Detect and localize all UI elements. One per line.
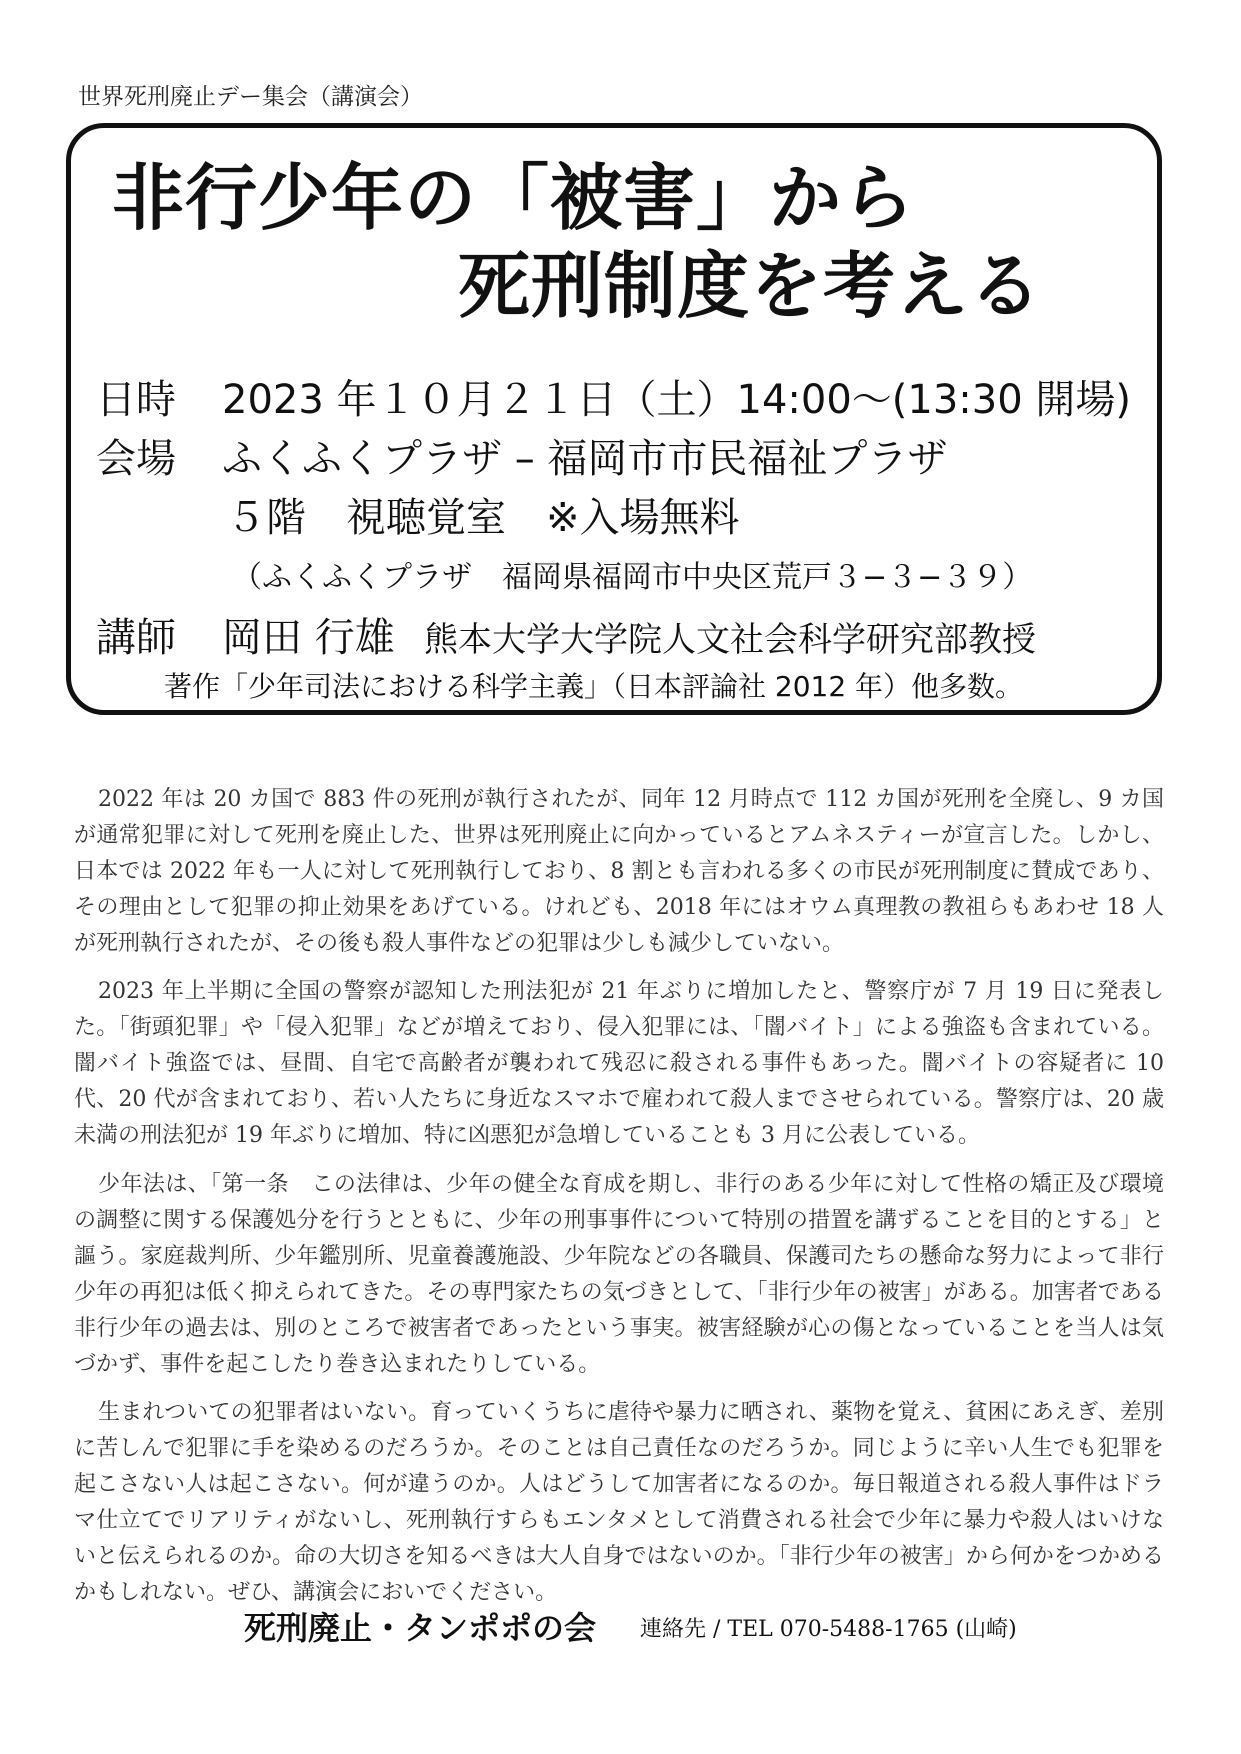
venue-label: 会場 [96, 436, 176, 482]
datetime-label: 日時 [96, 377, 176, 423]
body-paragraph: 2022 年は 20 カ国で 883 件の死刑が執行されたが、同年 12 月時点で 112 カ国が死刑を全廃し、9 カ国が通常犯罪に対して死刑を廃止した、世界は死刑廃止に向かっているとアムネスティーが宣言した。しかし、日本では 2022 年も一人に対して死刑執行しており、8 割とも言われる多くの市民が死刑制度に賛成であり、その理由として犯罪の抑止効果をあげている。けれども、2018 年にはオウム真理教の教祖らもあわせ 18 人が死刑執行されたが、その後も殺人事件などの犯罪は少しも減少していない。 [74, 787, 1164, 956]
organization-name: 死刑廃止・タンポポの会 [244, 1609, 597, 1647]
venue-name: ふくふくプラザ – 福岡市市民福祉プラザ [222, 436, 948, 482]
venue-address: （ふくふくプラザ 福岡県福岡市中央区荒戸３−３−３９） [232, 560, 1033, 595]
lecturer-affiliation: 熊本大学大学院人文社会科学研究部教授 [424, 620, 1036, 660]
lecturer-label: 講師 [96, 615, 176, 661]
main-title-line-1: 非行少年の「被害」から [112, 156, 916, 240]
datetime-value: 2023 年１０月２１日（土）14:00～(13:30 開場) [222, 377, 1131, 423]
lecturer-works: 著作「少年司法における科学主義」（日本評論社 2012 年）他多数。 [164, 670, 1024, 703]
body-paragraph: 生まれついての犯罪者はいない。育っていくうちに虐待や暴力に晒され、薬物を覚え、貧困にあえぎ、差別に苦しんで犯罪に手を染めるのだろうか。そのことは自己責任なのだろうか。同じように辛い人生でも犯罪を起こさない人は起こさない。何が違うのか。人はどうして加害者になるのか。毎日報道される殺人事件はドラマ仕立てでリアリティがないし、死刑執行すらもエンタメとして消費される社会で少年に暴力や殺人はいけないと伝えられるのか。命の大切さを知るべきは大人自身ではないのか。「非行少年の被害」から何かをつかめるかもしれない。ぜひ、講演会においでください。 [74, 1400, 1164, 1605]
event-subtitle: 世界死刑廃止デー集会（講演会） [78, 84, 423, 110]
venue-room: ５階 視聴覚室 ※入場無料 [226, 495, 740, 541]
lecturer-name: 岡田 行雄 [222, 615, 395, 661]
main-title-line-2: 死刑制度を考える [458, 244, 1043, 328]
contact-info: 連絡先 / TEL 070-5488-1765 (山崎) [640, 1617, 1017, 1642]
body-paragraph: 少年法は、「第一条 この法律は、少年の健全な育成を期し、非行のある少年に対して性格の矯正及び環境の調整に関する保護処分を行うとともに、少年の刑事事件について特別の措置を講ずることを目的とする」と謳う。家庭裁判所、少年鑑別所、児童養護施設、少年院などの各職員、保護司たちの懸命な努力によって非行少年の再犯は低く抑えられてきた。その専門家たちの気づきとして、「非行少年の被害」がある。加害者である非行少年の過去は、別のところで被害者であったという事実。被害経験が心の傷となっていることを当人は気づかず、事件を起こしたり巻き込まれたりしている。 [74, 1172, 1164, 1377]
body-paragraph: 2023 年上半期に全国の警察が認知した刑法犯が 21 年ぶりに増加したと、警察庁が 7 月 19 日に発表した。「街頭犯罪」や「侵入犯罪」などが増えており、侵入犯罪には、「闇バイト」による強盗も含まれている。闇バイト強盗では、昼間、自宅で高齢者が襲われて残忍に殺される事件もあった。闇バイトの容疑者に 10 代、20 代が含まれており、若い人たちに身近なスマホで雇われて殺人までさせられている。警察庁は、20 歳未満の刑法犯が 19 年ぶりに増加、特に凶悪犯が急増していることも 3 月に公表している。 [74, 979, 1164, 1148]
